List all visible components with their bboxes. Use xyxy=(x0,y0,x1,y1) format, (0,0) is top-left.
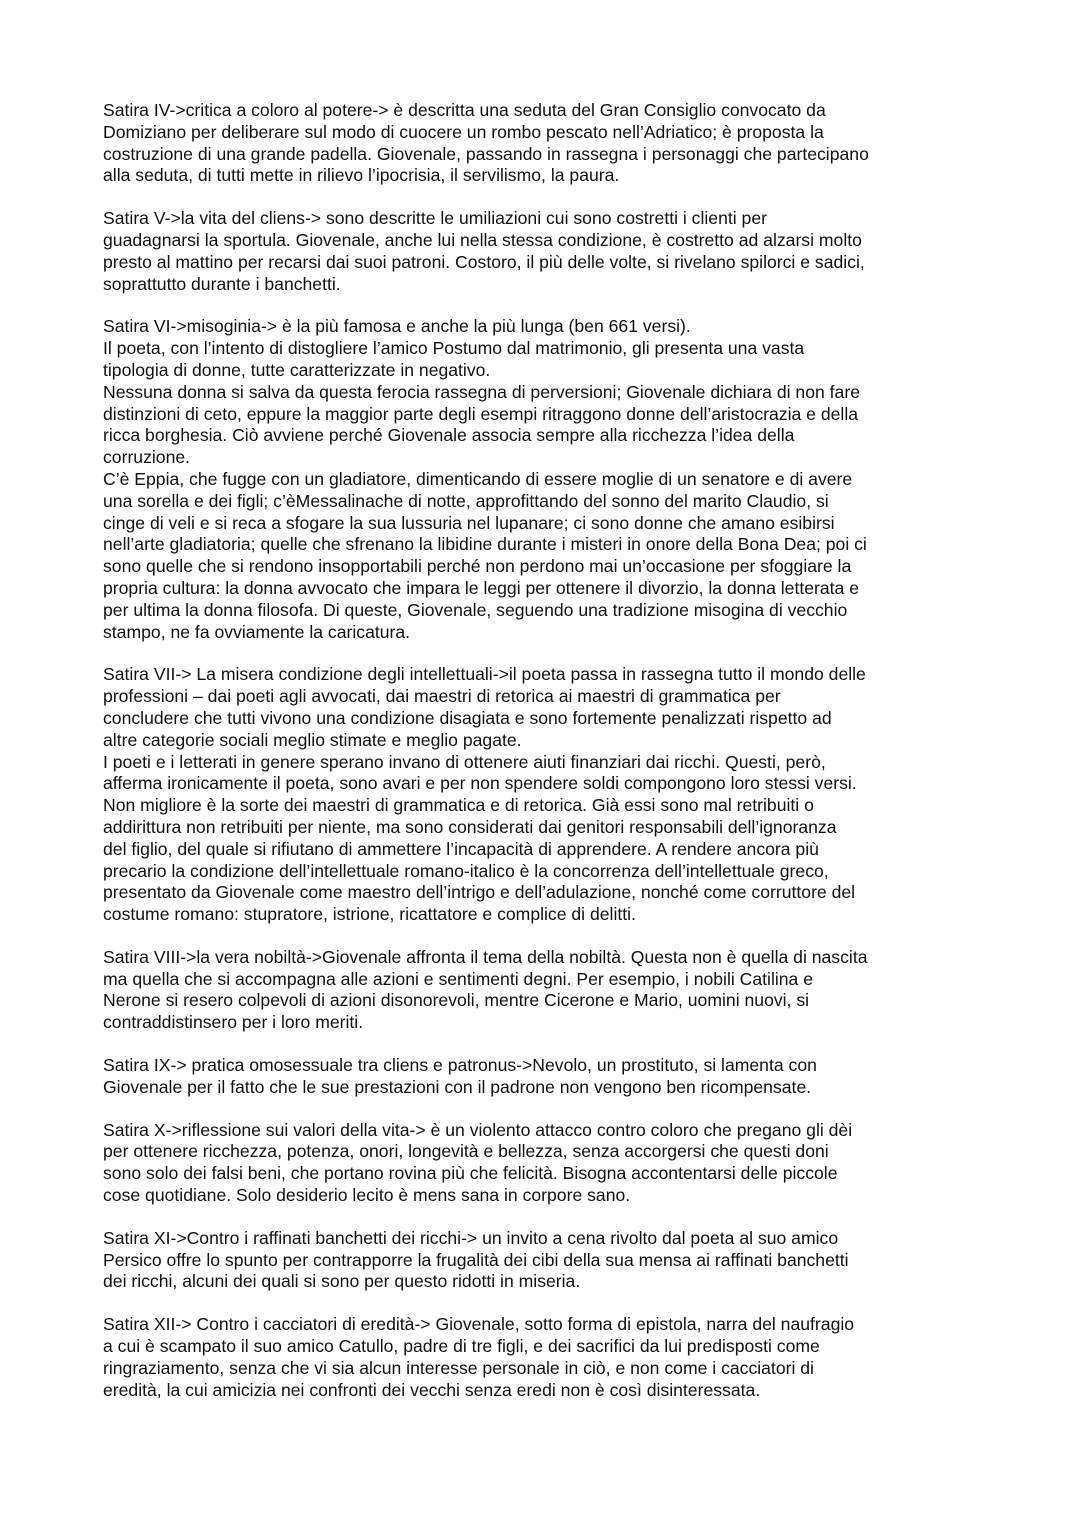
text-line: ringraziamento, senza che vi sia alcun interesse personale in ciò, e non come i cacciatori di xyxy=(103,1357,814,1378)
text-line: altre categorie sociali meglio stimate e meglio pagate. xyxy=(103,729,522,750)
text-line: dei ricchi, alcuni dei quali si sono per questo ridotti in miseria. xyxy=(103,1271,581,1292)
text-line: stampo, ne fa ovviamente la caricatura. xyxy=(103,621,411,642)
text-line: propria cultura: la donna avvocato che impara le leggi per ottenere il divorzio, la donna letterata e xyxy=(103,577,860,598)
text-line: per ultima la donna filosofa. Di queste, Giovenale, seguendo una tradizione misogina di vecchio xyxy=(103,599,848,620)
text-line: distinzioni di ceto, eppure la maggior parte degli esempi ritraggono donne dell’aristocrazia e della xyxy=(103,403,859,424)
text-line: I poeti e i letterati in genere sperano invano di ottenere aiuti finanziari dai ricchi. Questi, però, xyxy=(103,751,826,772)
text-line: cose quotidiane. Solo desiderio lecito è mens sana in corpore sano. xyxy=(103,1185,631,1206)
text-line: Satira VII-> La misera condizione degli intellettuali->il poeta passa in rassegna tutto il mondo delle xyxy=(103,664,866,685)
text-line: precario la condizione dell’intellettuale romano-italico è la concorrenza dell’intellettuale greco, xyxy=(103,860,829,881)
text-line: costume romano: stupratore, istrione, ricattatore e complice di delitti. xyxy=(103,904,636,925)
text-line: presentato da Giovenale come maestro dell’intrigo e dell’adulazione, nonché come corruttore del xyxy=(103,882,856,903)
text-line: una sorella e dei figli; c’èMessalinache di notte, approfittando del sonno del marito Claudio, si xyxy=(103,490,829,511)
text-line: cinge di veli e si reca a sfogare la sua lussuria nel lupanare; ci sono donne che amano esibirsi xyxy=(103,512,835,533)
text-line: Non migliore è la sorte dei maestri di grammatica e di retorica. Già essi sono mal retribuiti o xyxy=(103,795,814,816)
text-line: Persico offre lo spunto per contrapporre la frugalità dei cibi della sua mensa ai raffinati banchetti xyxy=(103,1249,849,1270)
text-line: Satira V->la vita del cliens-> sono descritte le umiliazioni cui sono costretti i clienti per xyxy=(103,208,767,229)
text-line: Satira VIII->la vera nobiltà->Giovenale affronta il tema della nobiltà. Questa non è quella di nascita xyxy=(103,946,868,967)
text-line: Giovenale per il fatto che le sue prestazioni con il padrone non vengono ben ricompensate. xyxy=(103,1076,812,1097)
text-line: corruzione. xyxy=(103,447,191,468)
text-line: Satira X->riflessione sui valori della vita-> è un violento attacco contro coloro che pregano gli dèi xyxy=(103,1119,853,1140)
text-line: soprattutto durante i banchetti. xyxy=(103,273,341,294)
text-line: Nessuna donna si salva da questa ferocia rassegna di perversioni; Giovenale dichiara di non fare xyxy=(103,381,860,402)
text-line: alla seduta, di tutti mette in rilievo l’ipocrisia, il servilismo, la paura. xyxy=(103,165,620,186)
text-line: costruzione di una grande padella. Giovenale, passando in rassegna i personaggi che partecipano xyxy=(103,143,869,164)
text-line: afferma ironicamente il poeta, sono avari e per non spendere soldi compongono loro stessi versi. xyxy=(103,773,857,794)
text-line: Nerone si resero colpevoli di azioni disonorevoli, mentre Cicerone e Mario, uomini nuovi, si xyxy=(103,990,810,1011)
text-line: addirittura non retribuiti per niente, ma sono considerati dai genitori responsabili dell’ignoranza xyxy=(103,816,837,837)
text-line: Satira XI->Contro i raffinati banchetti dei ricchi-> un invito a cena rivolto dal poeta al suo amico xyxy=(103,1227,839,1248)
text-line: Satira VI->misoginia-> è la più famosa e anche la più lunga (ben 661 versi). xyxy=(103,316,691,337)
text-line: concludere che tutti vivono una condizione disagiata e sono fortemente penalizzati rispetto ad xyxy=(103,707,832,728)
paragraph-satira-v xyxy=(103,208,983,295)
text-line: tipologia di donne, tutte caratterizzate in negativo. xyxy=(103,359,491,380)
text-line: contraddistinsero per i loro meriti. xyxy=(103,1012,364,1033)
text-line: professioni – dai poeti agli avvocati, dai maestri di retorica ai maestri di grammatica per xyxy=(103,686,781,707)
text-line: guadagnarsi la sportula. Giovenale, anche lui nella stessa condizione, è costretto ad alzarsi molto xyxy=(103,229,862,250)
paragraph-satira-xi xyxy=(103,1228,983,1293)
text-line: sono solo dei falsi beni, che portano rovina più che felicità. Bisogna accontentarsi delle piccole xyxy=(103,1163,838,1184)
text-line: C’è Eppia, che fugge con un gladiatore, dimenticando di essere moglie di un senatore e di avere xyxy=(103,468,853,489)
text-line: Domiziano per deliberare sul modo di cuocere un rombo pescato nell’Adriatico; è proposta la xyxy=(103,121,824,142)
text-line: Satira IV->critica a coloro al potere-> è descritta una seduta del Gran Consiglio convocato da xyxy=(103,100,826,120)
paragraph-satira-iv xyxy=(103,100,983,187)
text-line: Il poeta, con l’intento di distogliere l’amico Postumo dal matrimonio, gli presenta una vasta xyxy=(103,338,805,359)
text-line: ma quella che si accompagna alle azioni e sentimenti degni. Per esempio, i nobili Catilina e xyxy=(103,968,814,989)
paragraph-satira-viii xyxy=(103,947,983,1034)
text-line: a cui è scampato il suo amico Catullo, padre di tre figli, e dei sacrifici da lui predisposti come xyxy=(103,1336,820,1357)
text-line: presto al mattino per recarsi dai suoi patroni. Costoro, il più delle volte, si rivelano spilorci e sadici, xyxy=(103,251,865,272)
text-line: ricca borghesia. Ciò avviene perché Giovenale associa sempre alla ricchezza l’idea della xyxy=(103,425,795,446)
paragraph-satira-ix xyxy=(103,1055,983,1099)
text-line: per ottenere ricchezza, potenza, onori, longevità e bellezza, senza accorgersi che questi doni xyxy=(103,1141,829,1162)
text-line: Satira XII-> Contro i cacciatori di eredità-> Giovenale, sotto forma di epistola, narra del naufragio xyxy=(103,1314,855,1335)
paragraph-satira-vii xyxy=(103,664,983,926)
paragraph-satira-xii xyxy=(103,1314,983,1401)
text-line: nell’arte gladiatoria; quelle che sfrenano la libidine durante i misteri in onore della Bona Dea; poi ci xyxy=(103,534,867,555)
text-line: sono quelle che si rendono insopportabili perché non perdono mai un’occasione per sfoggiare la xyxy=(103,556,852,577)
paragraph-satira-x xyxy=(103,1120,983,1207)
text-line: eredità, la cui amicizia nei confronti dei vecchi senza eredi non è così disinteressata. xyxy=(103,1379,761,1400)
text-line: Satira IX-> pratica omosessuale tra cliens e patronus->Nevolo, un prostituto, si lamenta con xyxy=(103,1055,817,1076)
document-page xyxy=(103,100,983,1422)
text-line: del figlio, del quale si rifiutano di ammettere l’incapacità di apprendere. A rendere ancora più xyxy=(103,838,819,859)
paragraph-satira-vi xyxy=(103,316,983,643)
